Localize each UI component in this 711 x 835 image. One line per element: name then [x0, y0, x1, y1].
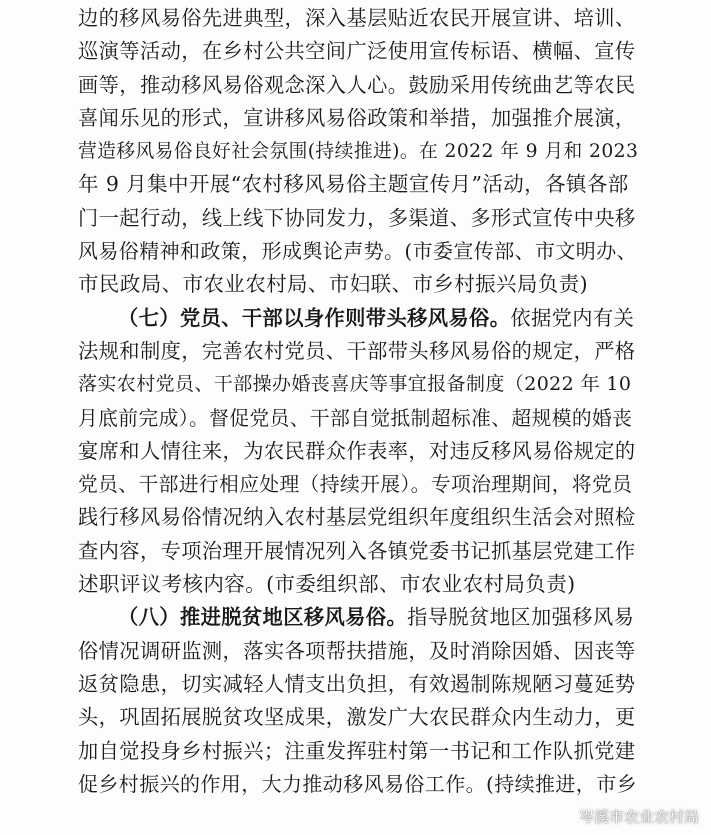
line-text: 画等，推动移风易俗观念深入人心。鼓励采用传统曲艺等农民: [78, 72, 636, 97]
line-text: 边的移风易俗先进典型，深入基层贴近农民开展宣讲、培训、: [78, 6, 636, 30]
line-text: 头，巩固拓展脱贫攻坚成果，激发广大农民群众内生动力，更: [78, 705, 636, 730]
wechat-icon: [553, 809, 573, 825]
text-line: [78, 69, 638, 102]
line-text: 喜闻乐见的形式，宣讲移风易俗政策和举措，加强推介展演，: [78, 105, 636, 130]
text-line: [78, 135, 638, 168]
text-line: [78, 501, 638, 534]
text-line: [78, 268, 638, 301]
text-line: [78, 368, 638, 401]
line-text: 营造移风易俗良好社会氛围(持续推进)。在 2022 年 9 月和 2023: [78, 141, 639, 163]
text-line: [78, 468, 638, 501]
line-text: 指导脱贫地区加强移风易: [407, 605, 635, 630]
line-text: 巡演等活动，在乡村公共空间广泛使用宣传标语、横幅、宣传: [78, 39, 636, 64]
text-line: [78, 701, 638, 734]
line-text: 践行移风易俗情况纳入农村基层党组织年度组织生活会对照检: [78, 505, 636, 530]
text-line: [78, 435, 638, 468]
text-line: [78, 402, 638, 435]
line-text: 查内容，专项治理开展情况列入各镇党委书记抓基层党建工作: [78, 538, 636, 563]
text-line: [78, 335, 638, 368]
watermark-text: 岑溪市农业农村局: [578, 808, 699, 826]
text-line: [78, 202, 638, 235]
line-text: 述职评议考核内容。(市委组织部、市农业农村局负责): [78, 572, 576, 597]
section-heading: （八）推进脱贫地区移风易俗。: [118, 605, 408, 630]
text-line: [78, 2, 638, 35]
text-line: [78, 168, 638, 201]
line-text: 月底前完成）。督促党员、干部自觉抵制超标准、超规模的婚丧: [78, 406, 633, 430]
watermark: [553, 806, 699, 827]
text-line: [78, 635, 638, 668]
text-line: [78, 102, 638, 135]
text-line: [78, 601, 638, 634]
text-line: [78, 235, 638, 268]
line-text: 市民政局、市农业农村局、市妇联、市乡村振兴局负责): [78, 272, 588, 297]
line-text: 党员、干部进行相应处理（持续开展）。专项治理期间，将党员: [78, 473, 633, 497]
line-text: 促乡村振兴的作用，大力推动移风易俗工作。(持续推进，市乡: [78, 771, 638, 796]
text-line: [78, 768, 638, 801]
section-heading: （七）党员、干部以身作则带头移风易俗。: [118, 305, 511, 330]
line-text: 宴席和人情往来，为农民群众作表率，对违反移风易俗规定的: [78, 438, 636, 463]
text-line: [78, 535, 638, 568]
line-text: 门一起行动，线上线下协同发力，多渠道、多形式宣传中央移: [78, 205, 636, 230]
line-text: 风易俗精神和政策，形成舆论声势。(市委宣传部、市文明办、: [78, 239, 638, 264]
line-text: 加自觉投身乡村振兴；注重发挥驻村第一书记和工作队抓党建: [78, 738, 636, 763]
line-text: 年 9 月集中开展“农村移风易俗主题宣传月”活动，各镇各部: [78, 172, 629, 197]
line-text: 依据党内有关: [510, 305, 635, 330]
document-body: [78, 2, 638, 801]
text-line: [78, 668, 638, 701]
line-text: 返贫隐患，切实减轻人情支出负担，有效遏制陈规陋习蔓延势: [78, 671, 636, 696]
text-line: [78, 35, 638, 68]
line-text: 俗情况调研监测，落实各项帮扶措施，及时消除因婚、因丧等: [78, 638, 636, 663]
text-line: [78, 735, 638, 768]
line-text: 法规和制度，完善农村党员、干部带头移风易俗的规定，严格: [78, 338, 636, 363]
text-line: [78, 302, 638, 335]
line-text: 落实农村党员、干部操办婚丧喜庆等事宜报备制度（2022 年 10: [78, 373, 632, 396]
text-line: [78, 568, 638, 601]
